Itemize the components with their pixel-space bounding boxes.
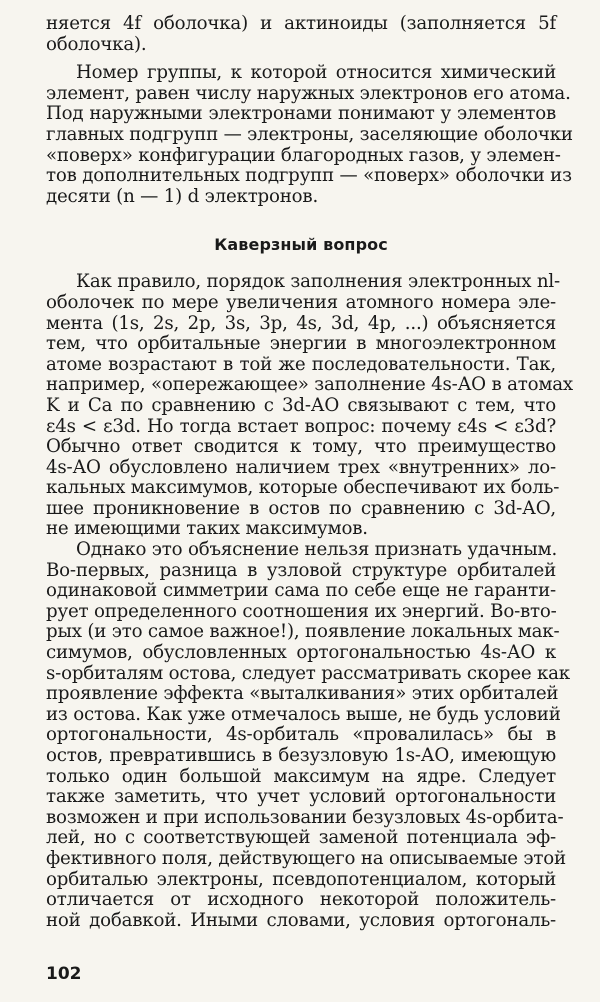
text-line: няется 4f оболочка) и актиноиды (заполняется 5f [46, 13, 556, 34]
text-line: тем, что орбитальные энергии в многоэлектронном [46, 333, 556, 355]
text-line: s-орбиталям остова, следует рассматривать скорее как [46, 662, 570, 684]
text-line: шее проникновение в остов по сравнению с 3d-АО, [46, 497, 556, 519]
text-line: атоме возрастают в той же последовательности. Так, [46, 353, 556, 375]
paragraph-explanation [46, 539, 570, 931]
text-line: мента (1s, 2s, 2p, 3s, 3p, 4s, 3d, 4p, ...) объясняется [46, 312, 556, 334]
text-line: ной добавкой. Иными словами, условия ортогональ- [46, 909, 556, 931]
text-line: «поверх» конфигурации благородных газов, у элемен- [46, 144, 561, 166]
text-line: кальных максимумов, которые обеспечивают их боль- [46, 477, 560, 499]
text-line: не имеющими таких максимумов. [46, 518, 368, 540]
text-line: главных подгрупп — электроны, заселяющие оболочки [46, 123, 573, 145]
text-line: Под наружными электронами понимают у элементов [46, 103, 556, 125]
text-line: ортогональности, 4s-орбиталь «провалилась» бы в [46, 724, 556, 746]
section-heading: Каверзный вопрос [214, 235, 388, 255]
text-line: 4s-АО обусловлено наличием трех «внутренних» ло- [46, 456, 556, 478]
page-content [46, 13, 573, 931]
text-line: проявление эффекта «выталкивания» этих орбиталей [46, 683, 559, 705]
text-line: также заметить, что учет условий ортогональности [46, 786, 556, 808]
text-line: оболочка). [46, 33, 147, 55]
text-line: элемент, равен числу наружных электронов его атома. [46, 82, 571, 104]
text-line: оболочек по мере увеличения атомного номера эле- [46, 291, 556, 313]
text-line: одинаковой симметрии сама по себе еще не гаранти- [46, 580, 556, 602]
text-line: лей, но с соответствующей заменой потенциала эф- [46, 827, 556, 849]
text-line: K и Ca по сравнению с 3d-АО связывают с тем, что [46, 394, 556, 416]
text-line: например, «опережающее» заполнение 4s-АО в атомах [46, 374, 573, 396]
text-line: только один большой максимум на ядре. Следует [46, 765, 556, 787]
text-line: отличается от исходного некоторой положитель- [46, 889, 556, 911]
text-line: десяти (n — 1) d электронов. [46, 185, 319, 207]
text-line: симумов, обусловленных ортогональностью 4s-АО к [46, 642, 556, 664]
text-line: остов, превратившись в безузловую 1s-АО, имеющую [46, 745, 556, 766]
page-number: 102 [46, 964, 82, 984]
text-line: Как правило, порядок заполнения электронных nl- [76, 271, 560, 293]
text-line: орбиталью электроны, псевдопотенциалом, который [46, 868, 556, 890]
text-line: рых (и это самое важное!), появление локальных мак- [46, 621, 560, 643]
text-line: Обычно ответ сводится к тому, что преимущество [46, 436, 556, 458]
text-line: Во-первых, разница в узловой структуре орбиталей [46, 559, 556, 581]
text-line: фективного поля, действующего на описываемые этой [46, 847, 566, 869]
paragraph-question [46, 271, 573, 540]
text-line: Однако это объяснение нельзя признать удачным. [76, 539, 558, 561]
text-line: тов дополнительных подгрупп — «поверх» оболочки из [46, 165, 572, 187]
paragraph-intro [46, 14, 556, 55]
text-line: возможен и при использовании безузловых 4s-орбита- [46, 806, 564, 828]
text-line: ε4s < ε3d. Но тогда встает вопрос: почему ε4s < ε3d? [46, 415, 556, 437]
paragraph-group-number [46, 62, 573, 207]
text-line: рует определенного соотношения их энергий. Во-вто- [46, 600, 557, 622]
text-line: Номер группы, к которой относится химический [76, 62, 556, 84]
text-line: из остова. Как уже отмечалось выше, не будь условий [46, 703, 561, 725]
